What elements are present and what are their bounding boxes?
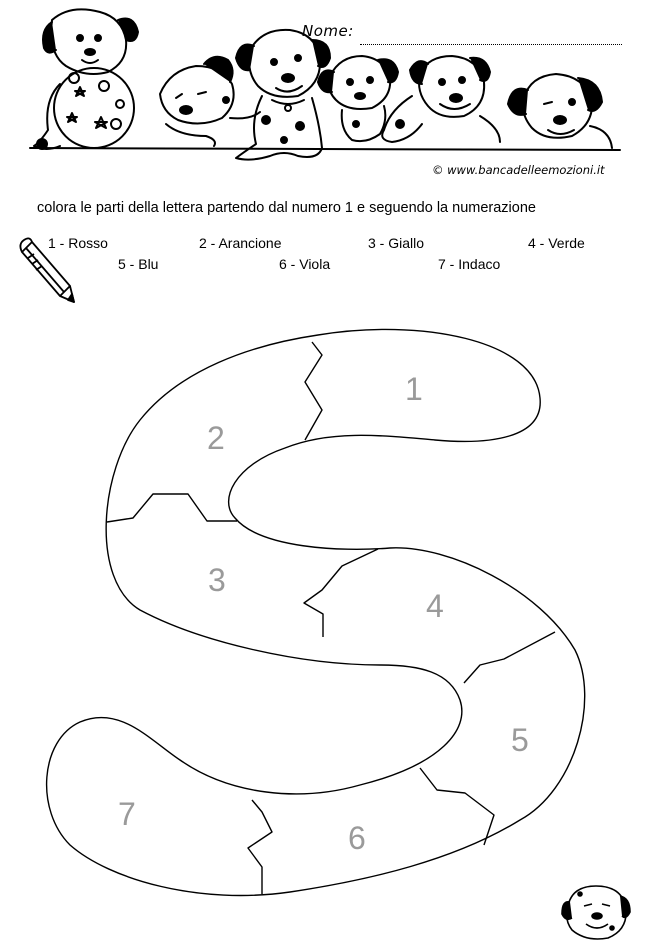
puppy-with-ball [34, 9, 138, 149]
name-field-line [360, 44, 622, 45]
puppy-sitting [236, 30, 330, 160]
part-number-4: 4 [426, 588, 444, 624]
part-number-6: 6 [348, 820, 366, 856]
color-legend-1: 1 - Rosso [48, 235, 108, 251]
color-legend-4: 4 - Verde [528, 235, 585, 251]
part-number-3: 3 [208, 562, 226, 598]
letter-s-puzzle [0, 320, 650, 910]
color-legend-7: 7 - Indaco [438, 256, 501, 272]
name-label: Nome: [302, 22, 354, 40]
color-legend-6: 6 - Viola [279, 256, 331, 272]
site-credit: © www.bancadelleemozioni.it [432, 163, 605, 177]
part-number-2: 2 [207, 420, 225, 456]
instruction-text: colora le parti della lettera partendo dal numero 1 e seguendo la numerazione [37, 200, 536, 216]
puppy-smiling [382, 56, 500, 142]
color-legend-2: 2 - Arancione [199, 235, 282, 251]
color-legend-3: 3 - Giallo [368, 235, 425, 251]
color-legend-5: 5 - Blu [118, 256, 159, 272]
part-number-5: 5 [511, 722, 529, 758]
puppy-peeking [318, 56, 398, 141]
corner-puppy-illustration [560, 878, 632, 944]
part-number-7: 7 [118, 796, 136, 832]
part-number-1: 1 [405, 371, 423, 407]
puppy-winking [508, 74, 612, 148]
